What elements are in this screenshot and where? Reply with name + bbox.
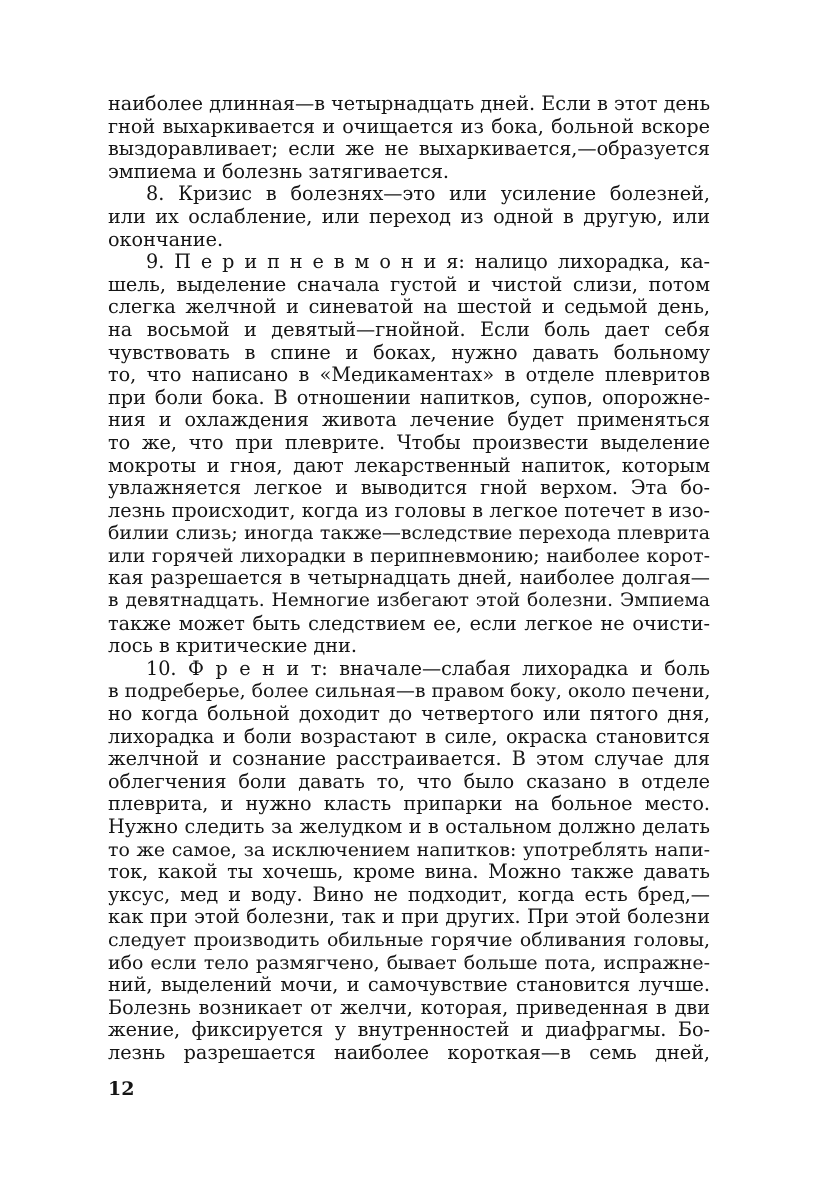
page-number: 12: [108, 1078, 135, 1100]
text-line: лось в критические дни.: [108, 634, 357, 658]
text-line: ния и охлаждения живота лечение будет применяться: [108, 408, 710, 432]
text-line: то, что написано в «Медикаментах» в отделе плевритов: [108, 363, 710, 387]
text-line: гной выхаркивается и очищается из бока, больной вскоре: [108, 114, 710, 138]
text-line: облегчения боли давать то, что было сказано в отделе: [108, 769, 710, 793]
text-line: ток, какой ты хочешь, кроме вина. Можно также давать: [108, 860, 710, 884]
text-line: следует производить обильные горячие обливания головы,: [108, 928, 710, 951]
text-line: чувствовать в спине и боках, нужно давать больному: [108, 340, 710, 364]
text-line: лихорадка и боли возрастают в силе, окраска становится: [108, 724, 710, 748]
text-line: мокроты и гноя, дают лекарственный напиток, которым: [108, 453, 710, 477]
text-line: шель, выделение сначала густой и чистой слизи, потом: [108, 272, 710, 296]
text-line: жение, фиксируется у внутренностей и диафрагмы. Бо-: [108, 1018, 710, 1042]
text-line: слегка желчной и синеватой на шестой и седьмой день,: [108, 295, 710, 319]
text-line: кая разрешается в четырнадцать дней, наиболее долгая—: [108, 566, 710, 590]
text-line: ний, выделений мочи, и самочувствие становится лучше.: [108, 973, 710, 997]
text-line: 10. Ф р е н и т: вначале—слабая лихорадка и боль: [146, 656, 710, 680]
text-line: лезнь происходит, когда из головы в легкое потечет в изо-: [108, 498, 710, 522]
text-line: эмпиема и болезнь затягивается.: [108, 159, 450, 183]
text-line: на восьмой и девятый—гнойной. Если боль дает себя: [108, 317, 710, 341]
text-line: наиболее длинная—в четырнадцать дней. Если в этот день: [108, 92, 711, 115]
text-line: выздоравливает; если же не выхаркивается,—образуется: [108, 137, 710, 161]
text-line: то же, что при плеврите. Чтобы произвести выделение: [108, 430, 710, 454]
text-line: при боли бока. В отношении напитков, супов, опорожне-: [108, 385, 710, 409]
text-line: Нужно следить за желудком и в остальном должно делать: [108, 815, 710, 838]
text-line: окончание.: [108, 227, 224, 251]
text-line: увлажняется легкое и выводится гной верхом. Эта бо-: [108, 476, 710, 500]
text-line: в подреберье, более сильная—в правом боку, около печени,: [108, 680, 711, 703]
text-line: Болезнь возникает от желчи, которая, приведенная в дви: [108, 995, 710, 1019]
text-line: 8. Кризис в болезнях—это или усиление болезней,: [146, 182, 710, 206]
text-line: уксус, мед и воду. Вино не подходит, когда есть бред,—: [108, 882, 710, 906]
text-line: лезнь разрешается наиболее короткая—в семь дней,: [108, 1040, 710, 1064]
text-line: то же самое, за исключением напитков: употреблять напи-: [108, 838, 710, 861]
text-line: но когда больной доходит до четвертого или пятого дня,: [108, 702, 710, 726]
text-line: в девятнадцать. Немногие избегают этой болезни. Эмпиема: [108, 590, 710, 612]
text-line: также может быть следствием ее, если легкое не очисти-: [108, 611, 710, 635]
text-line: или горячей лихорадки в перипневмонию; наиболее корот-: [108, 544, 710, 567]
page-body-text: [108, 93, 710, 1065]
text-line: желчной и сознание расстраивается. В этом случае для: [108, 747, 710, 771]
text-line: ибо если тело размягчено, бывает больше пота, испражне-: [108, 951, 710, 974]
text-line: билии слизь; иногда также—вследствие перехода плеврита: [108, 522, 710, 545]
text-line: как при этой болезни, так и при других. При этой болезни: [108, 905, 710, 929]
text-line: плеврита, и нужно класть припарки на больное место.: [108, 792, 710, 816]
text-line: или их ослабление, или переход из одной в другую, или: [108, 204, 710, 228]
text-line: 9. П е р и п н е в м о н и я: налицо лихорадка, ка-: [146, 250, 710, 274]
